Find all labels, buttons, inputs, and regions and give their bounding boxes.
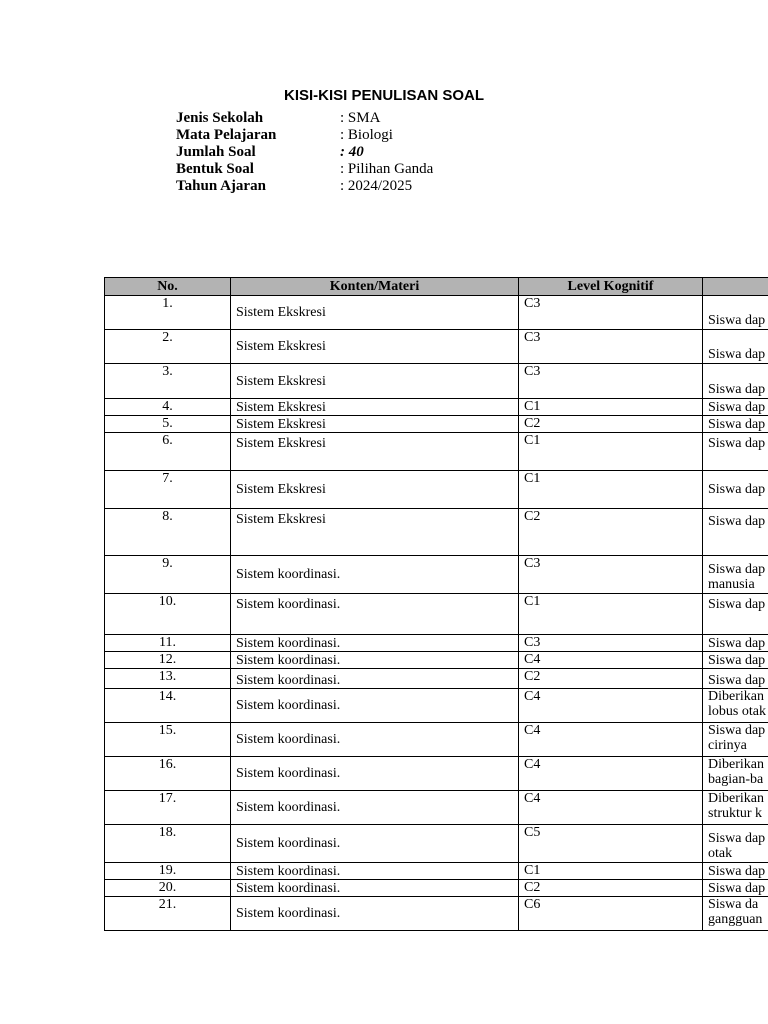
cell-indikator [703, 652, 768, 669]
cell-indikator [703, 791, 768, 825]
cell-no: 10. [105, 594, 231, 635]
cell-indikator [703, 433, 768, 471]
cell-materi: Sistem koordinasi. [231, 652, 519, 669]
table-row [105, 669, 768, 689]
cell-materi: Sistem koordinasi. [231, 669, 519, 689]
cell-materi [231, 433, 519, 471]
table-row [105, 399, 768, 416]
info-value: : 2024/2025 [340, 178, 413, 194]
cell-level: C1 [519, 471, 703, 509]
document-title: KISI-KISI PENULISAN SOAL [283, 87, 485, 104]
cell-indikator [703, 509, 768, 556]
cell-indikator [703, 364, 768, 399]
indikator-line: Siswa dap [708, 482, 766, 497]
cell-materi: Sistem koordinasi. [231, 863, 519, 880]
table-row [105, 556, 768, 594]
cell-indikator [703, 897, 768, 931]
table-row [105, 471, 768, 509]
info-value: : SMA [340, 110, 381, 126]
cell-indikator [703, 689, 768, 723]
cell-no: 12. [105, 652, 231, 669]
cell-level: C2 [519, 509, 703, 556]
cell-indikator [703, 825, 768, 863]
cell-indikator [703, 330, 768, 364]
cell-no: 14. [105, 689, 231, 723]
cell-level: C5 [519, 825, 703, 863]
table-row [105, 723, 768, 757]
cell-level: C4 [519, 757, 703, 791]
table-row [105, 594, 768, 635]
cell-materi: Sistem Ekskresi [231, 364, 519, 399]
cell-indikator [703, 594, 768, 635]
info-value: : Biologi [340, 127, 393, 143]
indikator-line: lobus otak [708, 704, 766, 719]
table-row [105, 757, 768, 791]
cell-materi: Sistem koordinasi. [231, 880, 519, 897]
cell-level: C4 [519, 723, 703, 757]
cell-level: C6 [519, 897, 703, 931]
cell-materi: Sistem koordinasi. [231, 723, 519, 757]
cell-level: C4 [519, 652, 703, 669]
cell-materi: Sistem koordinasi. [231, 689, 519, 723]
indikator-line: Siswa dap [708, 635, 766, 651]
cell-no: 9. [105, 556, 231, 594]
cell-level: C2 [519, 416, 703, 433]
table-row [105, 880, 768, 897]
table-row [105, 791, 768, 825]
table-row [105, 330, 768, 364]
indikator-line: gangguan [708, 912, 763, 927]
indikator-line: bagian-ba [708, 772, 764, 787]
cell-materi: Sistem koordinasi. [231, 635, 519, 652]
cell-materi: Sistem koordinasi. [231, 757, 519, 791]
indikator-line: Siswa da [708, 897, 759, 912]
cell-no: 8. [105, 509, 231, 556]
cell-level: C4 [519, 689, 703, 723]
table-row [105, 635, 768, 652]
cell-materi: Sistem Ekskresi [231, 399, 519, 416]
indikator-line: Siswa dap [708, 416, 766, 432]
cell-materi: Sistem koordinasi. [231, 556, 519, 594]
materi-text: Sistem Ekskresi [236, 436, 326, 451]
blueprint-table [104, 277, 768, 931]
cell-level: C3 [519, 364, 703, 399]
cell-no: 4. [105, 399, 231, 416]
info-label: Jumlah Soal [176, 144, 256, 160]
cell-no: 13. [105, 669, 231, 689]
cell-indikator [703, 880, 768, 897]
cell-indikator [703, 471, 768, 509]
header-materi: Konten/Materi [231, 278, 519, 296]
cell-level: C3 [519, 556, 703, 594]
cell-no: 15. [105, 723, 231, 757]
indikator-line: otak [708, 846, 733, 861]
table-row [105, 897, 768, 931]
cell-no: 17. [105, 791, 231, 825]
cell-no: 2. [105, 330, 231, 364]
indikator-line: Siswa dap [708, 831, 766, 846]
indikator-line: Siswa dap [708, 597, 766, 612]
cell-level: C2 [519, 880, 703, 897]
cell-indikator [703, 669, 768, 689]
cell-materi: Sistem Ekskresi [231, 416, 519, 433]
cell-level: C3 [519, 296, 703, 330]
indikator-line: struktur k [708, 806, 763, 821]
table-row [105, 509, 768, 556]
indikator-line: Siswa dap [708, 723, 766, 738]
cell-no: 6. [105, 433, 231, 471]
table-row [105, 364, 768, 399]
cell-indikator [703, 296, 768, 330]
cell-indikator [703, 635, 768, 652]
indikator-line: Siswa dap [708, 313, 766, 328]
cell-materi: Sistem koordinasi. [231, 594, 519, 635]
indikator-line: manusia [708, 577, 755, 592]
cell-no: 5. [105, 416, 231, 433]
table-row [105, 433, 768, 471]
cell-level: C1 [519, 594, 703, 635]
header-no: No. [105, 278, 231, 296]
cell-no: 7. [105, 471, 231, 509]
indikator-line: cirinya [708, 738, 747, 753]
indikator-line: Siswa dap [708, 652, 766, 668]
indikator-line: Siswa dap [708, 514, 766, 529]
table-header-row [105, 278, 768, 296]
cell-level: C1 [519, 433, 703, 471]
cell-no: 1. [105, 296, 231, 330]
indikator-line: Siswa dap [708, 880, 766, 896]
cell-indikator [703, 556, 768, 594]
cell-level: C1 [519, 399, 703, 416]
table-row [105, 689, 768, 723]
header-indikator [703, 278, 768, 296]
info-label: Jenis Sekolah [176, 110, 264, 126]
info-label: Mata Pelajaran [176, 127, 277, 143]
cell-indikator [703, 399, 768, 416]
indikator-line: Siswa dap [708, 347, 766, 362]
cell-materi: Sistem Ekskresi [231, 330, 519, 364]
cell-level: C2 [519, 669, 703, 689]
cell-no: 18. [105, 825, 231, 863]
cell-no: 3. [105, 364, 231, 399]
indikator-line: Diberikan [708, 791, 764, 806]
table-row [105, 416, 768, 433]
cell-materi: Sistem koordinasi. [231, 897, 519, 931]
indikator-line: Siswa dap [708, 382, 766, 397]
cell-indikator [703, 863, 768, 880]
cell-indikator [703, 723, 768, 757]
indikator-line: Diberikan [708, 757, 764, 772]
cell-materi [231, 471, 519, 509]
cell-no: 20. [105, 880, 231, 897]
cell-materi: Sistem koordinasi. [231, 791, 519, 825]
cell-no: 21. [105, 897, 231, 931]
indikator-line: Siswa dap [708, 673, 766, 688]
cell-level: C1 [519, 863, 703, 880]
info-label: Tahun Ajaran [176, 178, 266, 194]
cell-level: C3 [519, 635, 703, 652]
info-value: : 40 [340, 144, 364, 160]
cell-materi: Sistem Ekskresi [231, 296, 519, 330]
indikator-line: Siswa dap [708, 562, 766, 577]
cell-no: 11. [105, 635, 231, 652]
cell-level: C4 [519, 791, 703, 825]
cell-level: C3 [519, 330, 703, 364]
cell-materi: Sistem koordinasi. [231, 825, 519, 863]
indikator-line: Diberikan [708, 689, 764, 704]
indikator-line: Siswa dap [708, 436, 766, 451]
indikator-line: Siswa dap [708, 863, 766, 879]
info-label: Bentuk Soal [176, 161, 254, 177]
materi-text: Sistem Ekskresi [236, 482, 326, 497]
cell-indikator [703, 757, 768, 791]
cell-indikator [703, 416, 768, 433]
table-row [105, 652, 768, 669]
table-row [105, 863, 768, 880]
cell-materi: Sistem Ekskresi [231, 509, 519, 556]
indikator-line: Siswa dap [708, 399, 766, 415]
info-value: : Pilihan Ganda [340, 161, 434, 177]
cell-no: 16. [105, 757, 231, 791]
header-level: Level Kognitif [519, 278, 703, 296]
cell-no: 19. [105, 863, 231, 880]
table-row [105, 825, 768, 863]
table-row [105, 296, 768, 330]
